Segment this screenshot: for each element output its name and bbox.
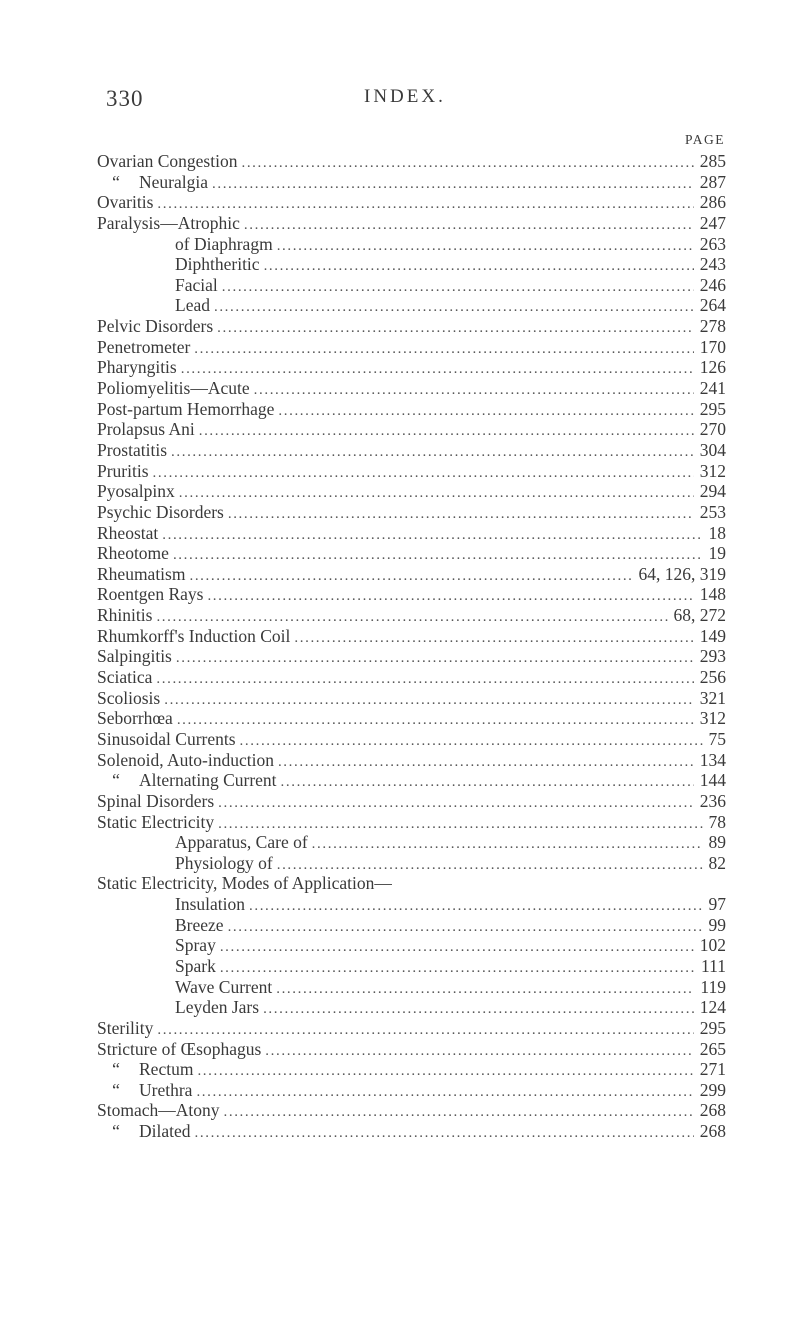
- leader-dots: [196, 1082, 693, 1103]
- entry-page: 287: [699, 171, 726, 192]
- entry-page: 253: [699, 501, 726, 522]
- leader-dots: [220, 958, 695, 979]
- index-entry: [97, 523, 726, 544]
- entry-label: Leyden Jars: [175, 997, 260, 1018]
- leader-dots: [218, 814, 702, 835]
- leader-dots: [181, 359, 694, 380]
- entry-label: Sterility: [97, 1017, 154, 1038]
- leader-dots: [278, 752, 694, 773]
- leader-dots: [263, 999, 694, 1020]
- entry-label: Sciatica: [97, 667, 153, 688]
- index-entry: [97, 461, 726, 482]
- entry-label: Pyosalpinx: [97, 481, 175, 502]
- entry-label: Stomach—Atony: [97, 1100, 220, 1121]
- index-entry: [97, 1018, 726, 1039]
- index-entry: [97, 1039, 726, 1060]
- entry-label: Seborrhœa: [97, 708, 173, 729]
- ditto-mark: “: [112, 1121, 120, 1142]
- index-entry: [97, 956, 726, 977]
- leader-dots: [241, 153, 693, 174]
- entry-page: 111: [701, 955, 726, 976]
- entry-page: 247: [699, 212, 726, 233]
- entry-label: Penetrometer: [97, 336, 191, 357]
- entry-label: Apparatus, Care of: [175, 832, 308, 853]
- entry-page: 246: [699, 274, 726, 295]
- index-entry: [97, 543, 726, 564]
- entry-label: Lead: [175, 295, 210, 316]
- entry-page: 68, 272: [673, 605, 726, 626]
- leader-dots: [162, 525, 702, 546]
- entry-label: Facial: [175, 274, 218, 295]
- leader-dots: [176, 648, 694, 669]
- entry-label: Static Electricity: [97, 811, 215, 832]
- index-entry: [97, 151, 726, 172]
- entry-page: 144: [699, 770, 726, 791]
- leader-dots: [156, 607, 667, 628]
- index-entry: [97, 584, 726, 605]
- leader-dots: [281, 772, 694, 793]
- entry-page: 286: [699, 192, 726, 213]
- ditto-mark: “: [112, 171, 120, 192]
- index-entry: [97, 853, 726, 874]
- entry-page: 268: [699, 1121, 726, 1142]
- entry-page: 294: [699, 481, 726, 502]
- leader-dots: [220, 937, 694, 958]
- index-entry: [97, 234, 726, 255]
- entry-page: 102: [699, 935, 726, 956]
- entry-page: 285: [699, 151, 726, 171]
- entry-label: Rectum: [139, 1059, 194, 1080]
- entry-page: 256: [699, 667, 726, 688]
- entry-label: Diphtheritic: [175, 254, 260, 275]
- leader-dots: [244, 215, 694, 236]
- leader-dots: [228, 917, 703, 938]
- entry-label: Psychic Disorders: [97, 501, 224, 522]
- leader-dots: [194, 339, 693, 360]
- entry-page: 75: [708, 728, 726, 749]
- index-entry: [97, 502, 726, 523]
- entry-label: Dilated: [139, 1121, 191, 1142]
- index-entry: [97, 750, 726, 771]
- index-entry: [97, 440, 726, 461]
- leader-dots: [164, 690, 694, 711]
- running-title: INDEX.: [364, 86, 446, 107]
- leader-dots: [228, 504, 694, 525]
- leader-dots: [173, 545, 703, 566]
- entry-label: Pruritis: [97, 460, 149, 481]
- leader-dots: [217, 318, 694, 339]
- index-entry: [97, 688, 726, 709]
- entry-label: Static Electricity, Modes of Application—: [97, 873, 392, 894]
- leader-dots: [171, 442, 694, 463]
- page-column-heading: PAGE: [684, 132, 725, 147]
- index-entry: [97, 399, 726, 420]
- leader-dots: [294, 628, 693, 649]
- entry-page: 312: [699, 460, 726, 481]
- index-entry: [97, 729, 726, 750]
- entry-label: Spray: [175, 935, 216, 956]
- index-entry: [97, 295, 726, 316]
- index-entry: [97, 935, 726, 956]
- entry-page: 78: [708, 811, 726, 832]
- entry-label: Rheotome: [97, 543, 169, 564]
- index-entry: [97, 419, 726, 440]
- index-entry: [97, 564, 726, 585]
- index-entry: [97, 213, 726, 234]
- entry-page: 271: [699, 1059, 726, 1080]
- entry-page: 148: [699, 584, 726, 605]
- leader-dots: [177, 710, 694, 731]
- entry-label: Neuralgia: [139, 171, 208, 192]
- leader-dots: [207, 586, 693, 607]
- leader-dots: [197, 1061, 693, 1082]
- leader-dots: [278, 401, 693, 422]
- entry-page: 64, 126, 319: [638, 563, 726, 584]
- index-entry: [97, 626, 726, 647]
- entry-page: 82: [708, 852, 726, 873]
- entry-label: Alternating Current: [139, 770, 277, 791]
- index-entry: [97, 791, 726, 812]
- entry-label: Spinal Disorders: [97, 790, 215, 811]
- index-entry: [97, 605, 726, 626]
- index-entry: [97, 481, 726, 502]
- entry-page: 119: [700, 976, 726, 997]
- entry-page: 293: [699, 646, 726, 667]
- leader-dots: [212, 174, 694, 195]
- index-entry: [97, 1059, 726, 1080]
- entry-page: 134: [699, 749, 726, 770]
- entry-label: Rheostat: [97, 522, 159, 543]
- index-entry: [97, 254, 726, 275]
- entry-label: Rhumkorff's Induction Coil: [97, 625, 291, 646]
- leader-dots: [214, 297, 694, 318]
- entry-page: 278: [699, 316, 726, 337]
- entry-label: Wave Current: [175, 976, 273, 997]
- entry-label: Poliomyelitis—Acute: [97, 378, 250, 399]
- entry-label: Rheumatism: [97, 563, 186, 584]
- ditto-mark: “: [112, 1059, 120, 1080]
- entry-label: Prostatitis: [97, 439, 168, 460]
- index-entry: [97, 977, 726, 998]
- entry-label: Paralysis—Atrophic: [97, 212, 240, 233]
- ditto-mark: “: [112, 770, 120, 791]
- leader-dots: [157, 1020, 693, 1041]
- leader-dots: [156, 669, 693, 690]
- leader-dots: [277, 855, 703, 876]
- leader-dots: [254, 380, 694, 401]
- entry-label: Breeze: [175, 914, 224, 935]
- page-header: [106, 86, 726, 116]
- leader-dots: [265, 1041, 693, 1062]
- entry-label: Spark: [175, 955, 216, 976]
- index-entry: [97, 172, 726, 193]
- entry-label: Solenoid, Auto-induction: [97, 749, 274, 770]
- index-entry: [97, 192, 726, 213]
- index-entry: [97, 275, 726, 296]
- entry-label: Insulation: [175, 894, 245, 915]
- index-entry: [97, 1100, 726, 1121]
- entry-page: 89: [708, 832, 726, 853]
- index-entry: [97, 997, 726, 1018]
- entry-page: 295: [699, 1017, 726, 1038]
- entry-page: 312: [699, 708, 726, 729]
- entry-label: Pharyngitis: [97, 357, 177, 378]
- entry-page: 18: [708, 522, 726, 543]
- entry-page: 241: [699, 378, 726, 399]
- leader-dots: [179, 483, 694, 504]
- entry-label: Rhinitis: [97, 605, 153, 626]
- entry-page: 243: [699, 254, 726, 275]
- index-entry: [97, 667, 726, 688]
- entry-page: 19: [708, 543, 726, 564]
- entry-page: 236: [699, 790, 726, 811]
- leader-dots: [249, 896, 703, 917]
- index-entry: [97, 357, 726, 378]
- entry-label: Salpingitis: [97, 646, 172, 667]
- leader-dots: [224, 1102, 694, 1123]
- index-entry: [97, 646, 726, 667]
- entry-page: 321: [699, 687, 726, 708]
- leader-dots: [276, 979, 694, 1000]
- index-entry: [97, 894, 726, 915]
- entry-page: 295: [699, 398, 726, 419]
- entry-label: Roentgen Rays: [97, 584, 204, 605]
- entry-label: of Diaphragm: [175, 233, 273, 254]
- entry-page: 97: [708, 894, 726, 915]
- index-entry: [97, 832, 726, 853]
- leader-dots: [264, 256, 694, 277]
- index-entry: [97, 873, 726, 894]
- entry-label: Stricture of Œsophagus: [97, 1038, 262, 1059]
- leader-dots: [153, 463, 694, 484]
- entry-label: Urethra: [139, 1079, 193, 1100]
- ditto-mark: “: [112, 1079, 120, 1100]
- entry-label: Physiology of: [175, 852, 273, 873]
- entry-label: Prolapsus Ani: [97, 419, 195, 440]
- leader-dots: [218, 793, 694, 814]
- entry-page: 265: [699, 1038, 726, 1059]
- index-entry: [97, 1121, 726, 1142]
- leader-dots: [157, 194, 693, 215]
- index-entry: [97, 812, 726, 833]
- entry-page: 270: [699, 419, 726, 440]
- entry-label: Pelvic Disorders: [97, 316, 214, 337]
- entry-label: Ovaritis: [97, 192, 154, 213]
- entry-page: 126: [699, 357, 726, 378]
- leader-dots: [277, 236, 694, 257]
- leader-dots: [312, 834, 703, 855]
- entry-page: 304: [699, 439, 726, 460]
- leader-dots: [195, 1123, 694, 1144]
- leader-dots: [189, 566, 632, 587]
- leader-dots: [240, 731, 703, 752]
- entry-page: 263: [699, 233, 726, 254]
- entry-page: 170: [699, 336, 726, 357]
- entry-page: 268: [699, 1100, 726, 1121]
- index-entry: [97, 337, 726, 358]
- index-entry: [97, 915, 726, 936]
- entry-page: 99: [708, 914, 726, 935]
- index-entry: [97, 1080, 726, 1101]
- entry-page: 124: [699, 997, 726, 1018]
- entry-label: Sinusoidal Currents: [97, 728, 236, 749]
- entry-page: 299: [699, 1079, 726, 1100]
- index-entry: [97, 316, 726, 337]
- index-entry: [97, 708, 726, 729]
- index-entries: [97, 151, 726, 1142]
- entry-page: 149: [699, 625, 726, 646]
- page-number: 330: [106, 86, 144, 111]
- entry-page: 264: [699, 295, 726, 316]
- leader-dots: [222, 277, 694, 298]
- entry-label: Post-partum Hemorrhage: [97, 398, 275, 419]
- entry-label: Scoliosis: [97, 687, 161, 708]
- index-entry: [97, 378, 726, 399]
- entry-label: Ovarian Congestion: [97, 151, 238, 171]
- leader-dots: [199, 421, 694, 442]
- index-entry: [97, 770, 726, 791]
